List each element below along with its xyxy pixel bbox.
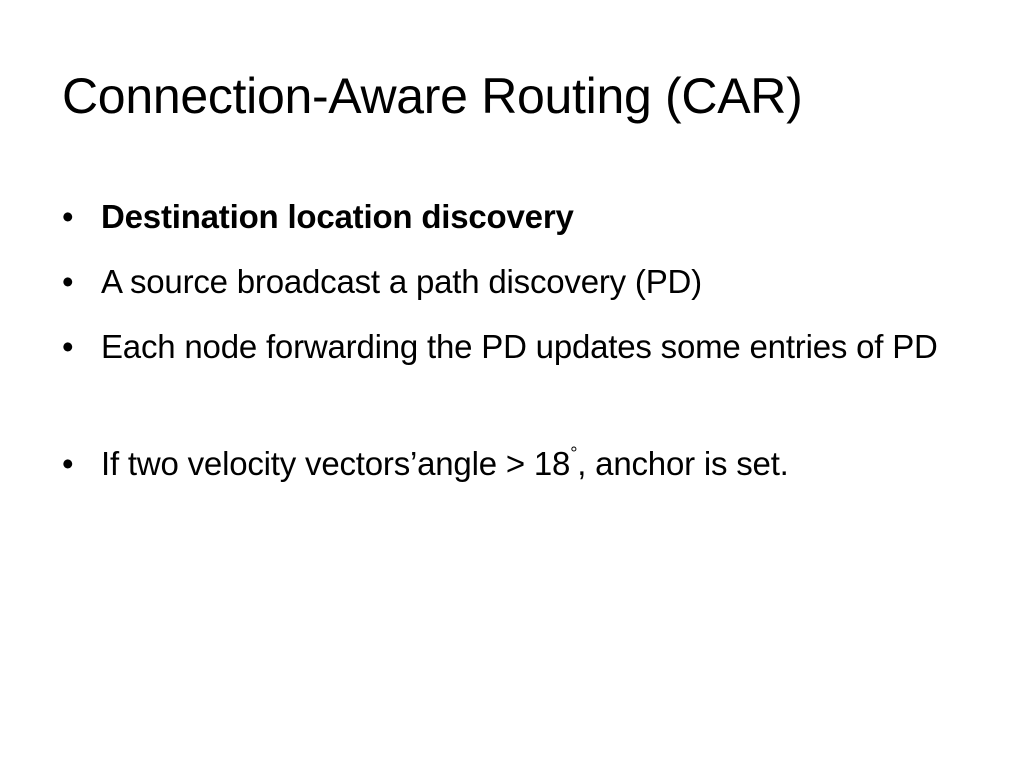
bullet-text: Each node forwarding the PD updates some entries of PD (101, 328, 938, 365)
bullet-text-before: If two velocity vectors’angle > 18 (101, 445, 571, 482)
slide-title: Connection-Aware Routing (CAR) (62, 68, 803, 124)
degree-symbol: ° (570, 443, 578, 464)
bullet-icon: • (62, 263, 74, 300)
bullet-item (62, 190, 962, 243)
bullet-list (62, 190, 962, 490)
bullet-text-after: , anchor is set. (577, 445, 789, 482)
bullet-text: Destination location discovery (101, 198, 574, 235)
bullet-item (62, 320, 962, 373)
bullet-text: A source broadcast a path discovery (PD) (101, 263, 702, 300)
bullet-text (101, 445, 789, 482)
bullet-item (62, 437, 962, 490)
bullet-icon: • (62, 445, 74, 482)
bullet-item (62, 255, 962, 308)
bullet-icon: • (62, 198, 74, 235)
bullet-icon: • (62, 328, 74, 365)
